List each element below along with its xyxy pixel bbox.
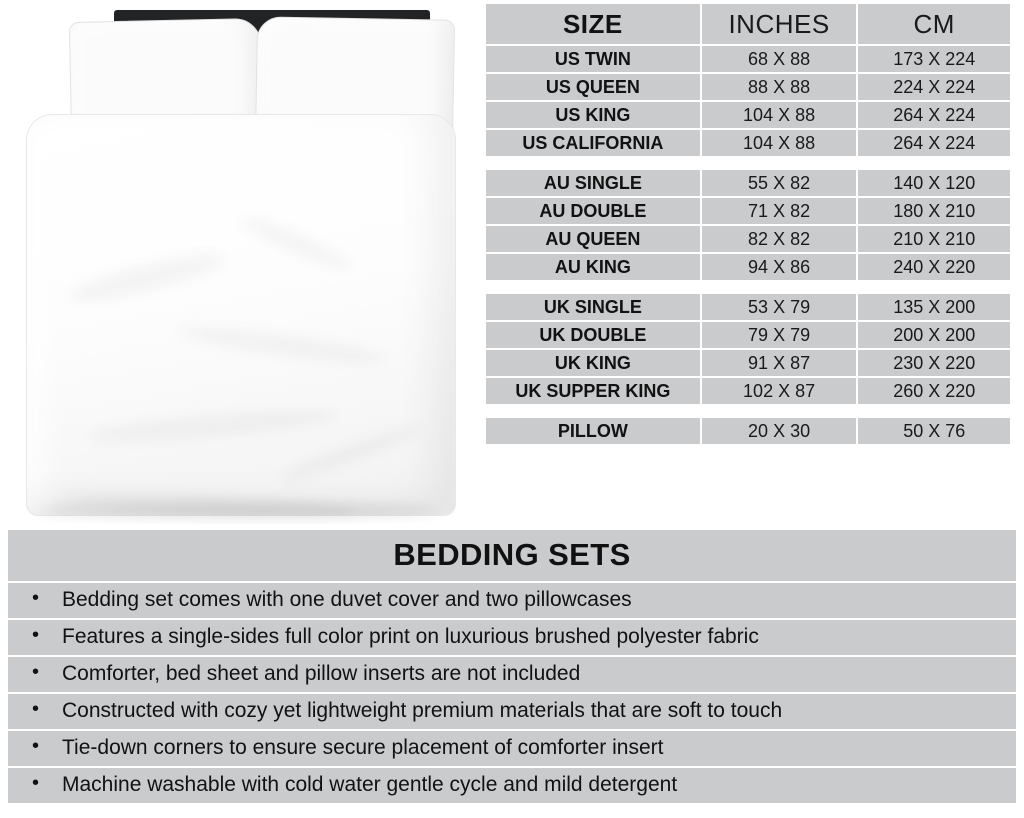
size-chart-table: [484, 2, 1012, 446]
row-size-label: UK KING: [486, 350, 700, 376]
row-cm-value: 173 X 224: [858, 46, 1010, 72]
row-size-label: US QUEEN: [486, 74, 700, 100]
info-panel-title: BEDDING SETS: [8, 530, 1016, 581]
table-row: [486, 294, 1010, 320]
list-item: • Machine washable with cold water gentle cycle and mild detergent: [8, 768, 1016, 803]
row-inches-value: 94 X 86: [702, 254, 857, 280]
row-inches-value: 91 X 87: [702, 350, 857, 376]
row-inches-value: 104 X 88: [702, 130, 857, 156]
table-row: [486, 418, 1010, 444]
table-header-row: [486, 4, 1010, 44]
row-cm-value: 224 X 224: [858, 74, 1010, 100]
row-cm-value: 200 X 200: [858, 322, 1010, 348]
duvet-fold: [177, 320, 388, 369]
row-cm-value: 210 X 210: [858, 226, 1010, 252]
row-size-label: AU DOUBLE: [486, 198, 700, 224]
duvet-fold: [87, 404, 338, 448]
table-row: [486, 198, 1010, 224]
row-size-label: UK DOUBLE: [486, 322, 700, 348]
table-row: [486, 254, 1010, 280]
row-cm-value: 230 X 220: [858, 350, 1010, 376]
duvet-cover-shape: [26, 114, 456, 516]
row-inches-value: 71 X 82: [702, 198, 857, 224]
row-inches-value: 68 X 88: [702, 46, 857, 72]
bedding-info-panel: [0, 524, 1024, 818]
row-cm-value: 180 X 210: [858, 198, 1010, 224]
list-item: • Constructed with cozy yet lightweight premium materials that are soft to touch: [8, 694, 1016, 729]
row-inches-value: 53 X 79: [702, 294, 857, 320]
size-chart-table-container: [480, 0, 1024, 524]
row-cm-value: 264 X 224: [858, 102, 1010, 128]
feature-list: [8, 583, 1016, 803]
row-size-label: UK SINGLE: [486, 294, 700, 320]
row-inches-value: 79 X 79: [702, 322, 857, 348]
row-cm-value: 260 X 220: [858, 378, 1010, 404]
row-inches-value: 55 X 82: [702, 170, 857, 196]
table-row: [486, 378, 1010, 404]
row-size-label: AU KING: [486, 254, 700, 280]
duvet-fold: [279, 420, 425, 486]
row-size-label: US CALIFORNIA: [486, 130, 700, 156]
header-cm: CM: [858, 4, 1010, 44]
row-inches-value: 102 X 87: [702, 378, 857, 404]
table-row: [486, 322, 1010, 348]
row-inches-value: 88 X 88: [702, 74, 857, 100]
list-item: • Tie-down corners to ensure secure placement of comforter insert: [8, 731, 1016, 766]
group-spacer: [486, 282, 1010, 292]
row-size-label: AU QUEEN: [486, 226, 700, 252]
row-inches-value: 20 X 30: [702, 418, 857, 444]
row-size-label: US TWIN: [486, 46, 700, 72]
table-row: [486, 74, 1010, 100]
bed-illustration: [18, 4, 462, 520]
row-size-label: AU SINGLE: [486, 170, 700, 196]
header-inches: INCHES: [702, 4, 857, 44]
group-spacer: [486, 158, 1010, 168]
row-inches-value: 82 X 82: [702, 226, 857, 252]
group-spacer: [486, 406, 1010, 416]
row-size-label: PILLOW: [486, 418, 700, 444]
table-row: [486, 170, 1010, 196]
row-cm-value: 264 X 224: [858, 130, 1010, 156]
duvet-fold: [66, 246, 228, 310]
duvet-fold: [239, 211, 356, 276]
table-row: [486, 46, 1010, 72]
list-item: • Comforter, bed sheet and pillow inserts are not included: [8, 657, 1016, 692]
list-item: • Features a single-sides full color print on luxurious brushed polyester fabric: [8, 620, 1016, 655]
table-row: [486, 350, 1010, 376]
row-cm-value: 50 X 76: [858, 418, 1010, 444]
list-item: • Bedding set comes with one duvet cover and two pillowcases: [8, 583, 1016, 618]
row-size-label: UK SUPPER KING: [486, 378, 700, 404]
row-inches-value: 104 X 88: [702, 102, 857, 128]
row-size-label: US KING: [486, 102, 700, 128]
table-row: [486, 226, 1010, 252]
table-row: [486, 130, 1010, 156]
table-row: [486, 102, 1010, 128]
header-size: SIZE: [486, 4, 700, 44]
product-image: [0, 0, 480, 524]
row-cm-value: 135 X 200: [858, 294, 1010, 320]
row-cm-value: 140 X 120: [858, 170, 1010, 196]
bed-shadow: [38, 504, 438, 518]
row-cm-value: 240 X 220: [858, 254, 1010, 280]
